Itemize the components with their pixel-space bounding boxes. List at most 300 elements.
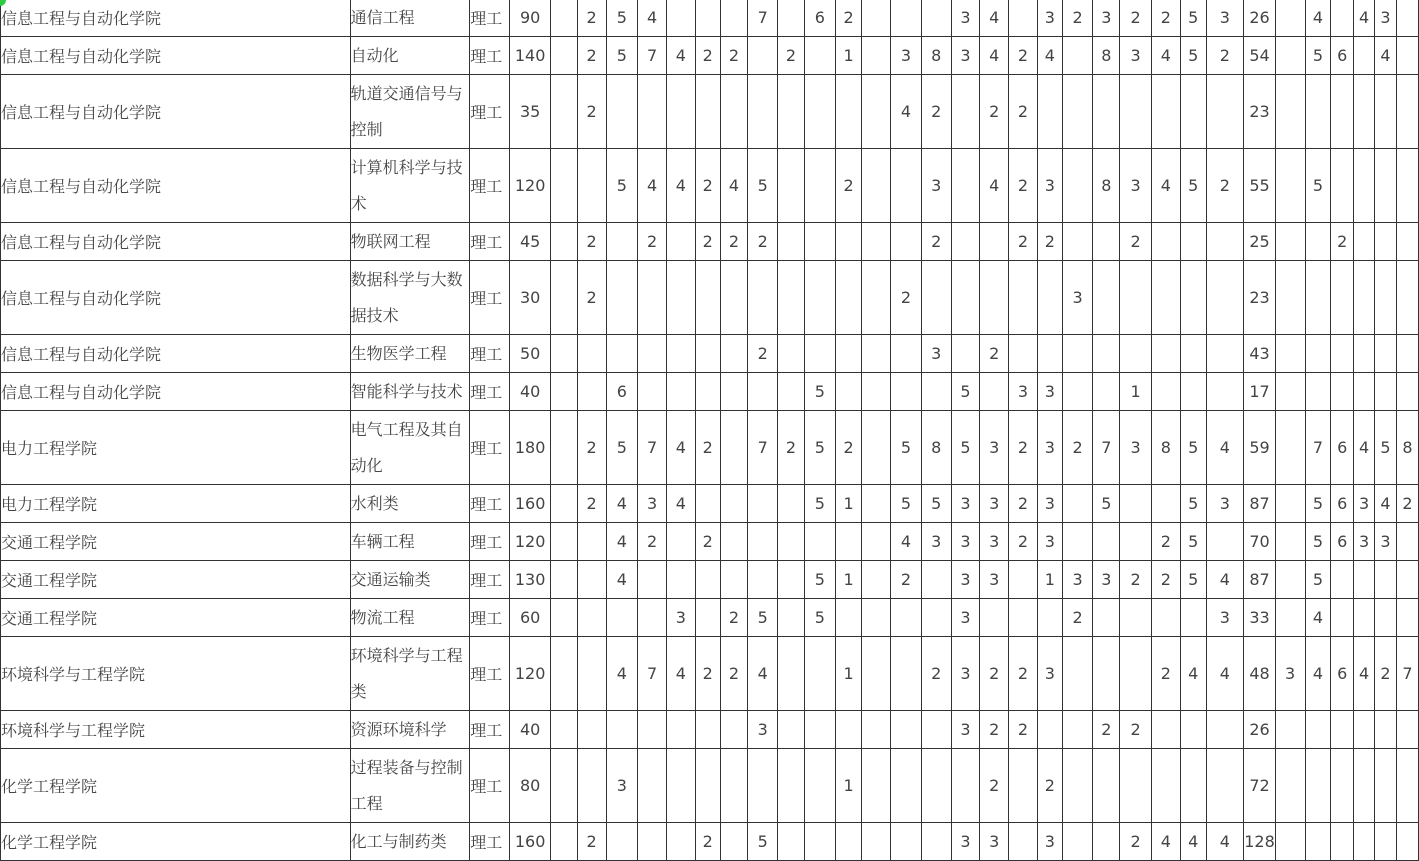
quota-cell	[577, 749, 606, 823]
quota-cell	[551, 149, 578, 223]
quota-cell	[551, 373, 578, 411]
quota-cell	[1331, 373, 1354, 411]
quota-cell	[1331, 261, 1354, 335]
quota-cell	[606, 261, 638, 335]
quota-cell: 1	[835, 485, 862, 523]
quota-cell	[606, 823, 638, 861]
quota-cell	[1331, 561, 1354, 599]
quota-cell: 23	[1244, 261, 1276, 335]
quota-cell	[720, 75, 748, 149]
quota-cell	[577, 711, 606, 749]
quota-cell	[1120, 335, 1152, 373]
quota-cell: 3	[951, 711, 980, 749]
quota-cell: 2	[1151, 637, 1180, 711]
quota-cell	[951, 749, 980, 823]
quota-cell: 7	[638, 637, 667, 711]
table-row	[1, 261, 1419, 335]
total-quota-cell: 35	[510, 75, 551, 149]
quota-cell: 2	[1375, 637, 1397, 711]
quota-cell	[778, 149, 805, 223]
quota-cell: 3	[1062, 561, 1093, 599]
category-cell: 理工	[470, 485, 510, 523]
quota-cell: 4	[1151, 37, 1180, 75]
quota-cell	[1120, 75, 1152, 149]
quota-cell: 3	[1093, 0, 1120, 37]
quota-cell	[1354, 75, 1375, 149]
quota-cell	[951, 261, 980, 335]
quota-cell: 2	[1062, 0, 1093, 37]
quota-cell	[804, 37, 835, 75]
quota-cell: 6	[1331, 637, 1354, 711]
quota-cell	[1037, 261, 1062, 335]
quota-cell: 3	[1275, 637, 1305, 711]
quota-cell	[778, 561, 805, 599]
quota-cell: 2	[891, 261, 922, 335]
quota-cell	[1037, 75, 1062, 149]
quota-cell	[1275, 599, 1305, 637]
quota-cell	[695, 261, 720, 335]
quota-cell: 3	[1206, 599, 1244, 637]
quota-cell	[638, 599, 667, 637]
quota-cell	[980, 373, 1009, 411]
college-cell: 信息工程与自动化学院	[1, 261, 351, 335]
quota-cell	[1120, 749, 1152, 823]
quota-cell: 7	[638, 37, 667, 75]
quota-cell: 5	[1180, 149, 1206, 223]
quota-cell	[1009, 335, 1038, 373]
total-quota-cell: 120	[510, 637, 551, 711]
quota-cell	[1354, 37, 1375, 75]
quota-cell: 2	[1037, 749, 1062, 823]
major-cell: 生物医学工程	[350, 335, 470, 373]
quota-cell	[1354, 749, 1375, 823]
quota-cell	[1354, 599, 1375, 637]
quota-cell: 5	[1305, 485, 1331, 523]
quota-cell	[1275, 561, 1305, 599]
quota-cell	[804, 149, 835, 223]
quota-cell: 2	[1120, 561, 1152, 599]
quota-cell: 2	[921, 637, 951, 711]
total-quota-cell: 30	[510, 261, 551, 335]
quota-cell	[951, 149, 980, 223]
quota-cell	[1180, 75, 1206, 149]
quota-cell	[862, 485, 891, 523]
quota-cell	[778, 75, 805, 149]
quota-cell	[1396, 599, 1418, 637]
category-cell: 理工	[470, 335, 510, 373]
quota-cell	[1206, 335, 1244, 373]
quota-cell	[1062, 711, 1093, 749]
quota-cell	[1375, 335, 1397, 373]
quota-cell	[551, 0, 578, 37]
quota-cell: 2	[577, 223, 606, 261]
quota-cell	[551, 637, 578, 711]
quota-cell	[1331, 823, 1354, 861]
quota-cell	[804, 823, 835, 861]
quota-cell	[1120, 599, 1152, 637]
quota-cell	[1275, 149, 1305, 223]
quota-cell	[862, 223, 891, 261]
quota-cell: 2	[720, 637, 748, 711]
quota-cell: 7	[1093, 411, 1120, 485]
quota-cell	[778, 335, 805, 373]
quota-cell: 2	[577, 411, 606, 485]
quota-cell	[577, 523, 606, 561]
quota-cell	[980, 261, 1009, 335]
quota-cell	[667, 373, 696, 411]
quota-cell: 2	[695, 223, 720, 261]
quota-cell	[551, 485, 578, 523]
quota-cell: 4	[891, 75, 922, 149]
quota-cell: 2	[1206, 149, 1244, 223]
quota-cell	[1180, 373, 1206, 411]
quota-cell: 2	[835, 411, 862, 485]
quota-cell	[835, 711, 862, 749]
quota-cell	[891, 149, 922, 223]
quota-cell	[951, 223, 980, 261]
quota-cell	[748, 261, 778, 335]
quota-cell: 5	[1180, 0, 1206, 37]
total-quota-cell: 60	[510, 599, 551, 637]
quota-cell	[1331, 75, 1354, 149]
quota-cell: 2	[720, 223, 748, 261]
quota-cell	[695, 0, 720, 37]
quota-cell: 2	[1062, 599, 1093, 637]
quota-cell	[862, 561, 891, 599]
quota-cell: 2	[577, 261, 606, 335]
quota-cell	[835, 373, 862, 411]
quota-cell: 4	[638, 0, 667, 37]
quota-cell	[1275, 749, 1305, 823]
major-cell: 数据科学与大数据技术	[350, 261, 470, 335]
quota-cell: 2	[1009, 37, 1038, 75]
quota-cell	[804, 523, 835, 561]
table-row	[1, 335, 1419, 373]
quota-cell: 59	[1244, 411, 1276, 485]
quota-cell: 2	[748, 223, 778, 261]
quota-cell	[1396, 561, 1418, 599]
quota-cell	[1093, 335, 1120, 373]
quota-cell	[921, 373, 951, 411]
quota-cell	[804, 711, 835, 749]
quota-cell	[577, 335, 606, 373]
quota-cell: 2	[1009, 637, 1038, 711]
quota-cell: 2	[980, 335, 1009, 373]
quota-cell	[862, 335, 891, 373]
quota-cell	[921, 599, 951, 637]
quota-cell: 2	[980, 75, 1009, 149]
quota-cell	[1093, 599, 1120, 637]
quota-cell: 72	[1244, 749, 1276, 823]
quota-cell	[1120, 523, 1152, 561]
quota-cell: 3	[951, 523, 980, 561]
quota-cell: 1	[1037, 561, 1062, 599]
category-cell: 理工	[470, 523, 510, 561]
quota-cell	[551, 37, 578, 75]
category-cell: 理工	[470, 0, 510, 37]
quota-cell	[577, 373, 606, 411]
quota-cell: 4	[1305, 599, 1331, 637]
quota-cell: 5	[1180, 485, 1206, 523]
quota-cell	[835, 823, 862, 861]
quota-cell: 3	[1009, 373, 1038, 411]
quota-cell	[720, 749, 748, 823]
quota-cell	[862, 75, 891, 149]
quota-cell: 6	[804, 0, 835, 37]
quota-cell	[1120, 261, 1152, 335]
quota-cell	[667, 749, 696, 823]
quota-cell	[748, 561, 778, 599]
quota-cell	[1305, 261, 1331, 335]
quota-cell	[1151, 261, 1180, 335]
quota-cell: 4	[667, 149, 696, 223]
quota-cell: 4	[667, 637, 696, 711]
college-cell: 交通工程学院	[1, 523, 351, 561]
quota-cell: 3	[638, 485, 667, 523]
quota-cell: 5	[606, 411, 638, 485]
quota-cell: 3	[1037, 823, 1062, 861]
quota-cell	[1180, 335, 1206, 373]
quota-cell: 3	[1120, 149, 1152, 223]
quota-cell: 3	[1037, 149, 1062, 223]
quota-cell	[577, 599, 606, 637]
quota-cell	[720, 711, 748, 749]
quota-cell: 2	[577, 0, 606, 37]
quota-cell	[1375, 75, 1397, 149]
quota-cell	[1396, 373, 1418, 411]
quota-cell: 5	[1180, 523, 1206, 561]
quota-cell	[551, 335, 578, 373]
quota-cell	[551, 261, 578, 335]
quota-cell: 4	[1305, 637, 1331, 711]
table-row	[1, 373, 1419, 411]
quota-cell: 70	[1244, 523, 1276, 561]
quota-cell: 2	[695, 523, 720, 561]
quota-cell	[862, 149, 891, 223]
quota-cell: 4	[1180, 637, 1206, 711]
quota-cell: 8	[921, 411, 951, 485]
quota-cell	[1062, 749, 1093, 823]
total-quota-cell: 80	[510, 749, 551, 823]
quota-cell: 2	[1009, 75, 1038, 149]
quota-cell	[1151, 749, 1180, 823]
quota-cell: 4	[606, 523, 638, 561]
college-cell: 电力工程学院	[1, 485, 351, 523]
quota-cell	[1375, 373, 1397, 411]
quota-cell	[551, 411, 578, 485]
quota-cell	[551, 523, 578, 561]
quota-cell	[1037, 335, 1062, 373]
quota-cell	[1093, 637, 1120, 711]
quota-cell: 5	[606, 0, 638, 37]
quota-cell	[778, 749, 805, 823]
table-row	[1, 523, 1419, 561]
quota-cell: 7	[748, 0, 778, 37]
quota-cell	[720, 523, 748, 561]
major-cell: 通信工程	[350, 0, 470, 37]
quota-cell	[748, 75, 778, 149]
quota-cell: 5	[748, 149, 778, 223]
quota-cell	[1062, 637, 1093, 711]
college-cell: 化学工程学院	[1, 749, 351, 823]
quota-cell: 4	[1206, 411, 1244, 485]
quota-cell: 5	[606, 37, 638, 75]
quota-cell: 7	[638, 411, 667, 485]
quota-cell: 2	[1009, 711, 1038, 749]
category-cell: 理工	[470, 411, 510, 485]
quota-cell: 55	[1244, 149, 1276, 223]
quota-cell: 1	[835, 37, 862, 75]
quota-cell	[1206, 75, 1244, 149]
quota-cell: 5	[921, 485, 951, 523]
category-cell: 理工	[470, 561, 510, 599]
quota-cell: 2	[695, 411, 720, 485]
quota-cell: 2	[778, 37, 805, 75]
quota-cell: 5	[891, 485, 922, 523]
quota-cell	[695, 373, 720, 411]
quota-cell	[695, 711, 720, 749]
quota-cell: 2	[720, 37, 748, 75]
quota-cell	[1305, 823, 1331, 861]
quota-cell	[891, 373, 922, 411]
quota-cell	[921, 561, 951, 599]
quota-cell: 4	[667, 411, 696, 485]
quota-cell	[1062, 75, 1093, 149]
quota-cell	[980, 223, 1009, 261]
quota-cell: 4	[1206, 561, 1244, 599]
quota-cell	[1305, 75, 1331, 149]
quota-cell	[1206, 373, 1244, 411]
quota-cell	[1151, 335, 1180, 373]
quota-cell	[778, 637, 805, 711]
quota-cell: 5	[748, 823, 778, 861]
major-cell: 过程装备与控制工程	[350, 749, 470, 823]
quota-cell: 3	[1206, 0, 1244, 37]
quota-cell: 2	[695, 149, 720, 223]
quota-cell: 5	[1375, 411, 1397, 485]
quota-cell	[638, 561, 667, 599]
quota-cell	[748, 37, 778, 75]
quota-cell	[748, 485, 778, 523]
quota-cell	[1275, 523, 1305, 561]
quota-cell: 5	[804, 599, 835, 637]
quota-cell: 3	[1037, 411, 1062, 485]
quota-cell: 3	[1037, 637, 1062, 711]
quota-cell	[1275, 823, 1305, 861]
quota-cell	[667, 0, 696, 37]
total-quota-cell: 40	[510, 711, 551, 749]
quota-cell	[1354, 561, 1375, 599]
major-cell: 物联网工程	[350, 223, 470, 261]
total-quota-cell: 180	[510, 411, 551, 485]
quota-cell	[891, 749, 922, 823]
quota-cell	[891, 637, 922, 711]
quota-cell: 2	[980, 637, 1009, 711]
quota-cell: 2	[1009, 149, 1038, 223]
quota-cell	[891, 335, 922, 373]
major-cell: 电气工程及其自动化	[350, 411, 470, 485]
quota-cell: 2	[1120, 711, 1152, 749]
quota-cell	[1375, 149, 1397, 223]
quota-cell	[1009, 0, 1038, 37]
quota-cell	[862, 749, 891, 823]
total-quota-cell: 40	[510, 373, 551, 411]
table-row	[1, 749, 1419, 823]
quota-cell	[1396, 0, 1418, 37]
quota-cell	[804, 223, 835, 261]
quota-cell: 2	[720, 599, 748, 637]
quota-cell	[862, 411, 891, 485]
quota-cell: 4	[1354, 411, 1375, 485]
quota-cell	[551, 75, 578, 149]
quota-cell	[638, 373, 667, 411]
quota-cell	[1062, 523, 1093, 561]
quota-cell: 4	[1375, 37, 1397, 75]
quota-cell: 2	[1093, 711, 1120, 749]
quota-cell: 4	[1151, 823, 1180, 861]
quota-cell: 4	[1206, 823, 1244, 861]
quota-cell	[638, 711, 667, 749]
quota-cell: 3	[951, 561, 980, 599]
quota-cell	[804, 637, 835, 711]
quota-cell	[980, 599, 1009, 637]
quota-cell: 2	[1009, 523, 1038, 561]
quota-cell	[748, 749, 778, 823]
table-row	[1, 149, 1419, 223]
college-cell: 交通工程学院	[1, 599, 351, 637]
quota-cell	[1062, 373, 1093, 411]
college-cell: 化学工程学院	[1, 823, 351, 861]
quota-cell: 2	[1120, 0, 1152, 37]
quota-cell: 5	[951, 411, 980, 485]
quota-cell: 4	[606, 485, 638, 523]
quota-cell	[1206, 261, 1244, 335]
quota-cell	[638, 335, 667, 373]
quota-cell: 4	[667, 37, 696, 75]
quota-cell: 5	[1305, 37, 1331, 75]
quota-cell	[1396, 149, 1418, 223]
quota-cell	[1275, 261, 1305, 335]
quota-cell: 5	[748, 599, 778, 637]
quota-cell	[804, 261, 835, 335]
quota-cell	[1009, 261, 1038, 335]
quota-cell	[1009, 561, 1038, 599]
quota-cell	[891, 823, 922, 861]
quota-cell: 8	[1396, 411, 1418, 485]
quota-cell	[667, 261, 696, 335]
quota-cell	[551, 561, 578, 599]
quota-cell: 4	[1206, 637, 1244, 711]
quota-cell: 2	[577, 485, 606, 523]
table-row	[1, 485, 1419, 523]
quota-cell	[891, 0, 922, 37]
quota-cell: 4	[980, 37, 1009, 75]
table-row	[1, 561, 1419, 599]
quota-cell	[1151, 75, 1180, 149]
major-cell: 计算机科学与技术	[350, 149, 470, 223]
quota-cell	[1093, 373, 1120, 411]
quota-cell	[1305, 711, 1331, 749]
quota-cell	[1396, 223, 1418, 261]
quota-cell: 5	[951, 373, 980, 411]
quota-cell: 2	[1151, 523, 1180, 561]
quota-cell	[778, 373, 805, 411]
quota-cell	[1396, 75, 1418, 149]
quota-cell: 25	[1244, 223, 1276, 261]
quota-cell: 4	[1180, 823, 1206, 861]
quota-cell: 2	[835, 149, 862, 223]
quota-cell: 2	[1009, 223, 1038, 261]
